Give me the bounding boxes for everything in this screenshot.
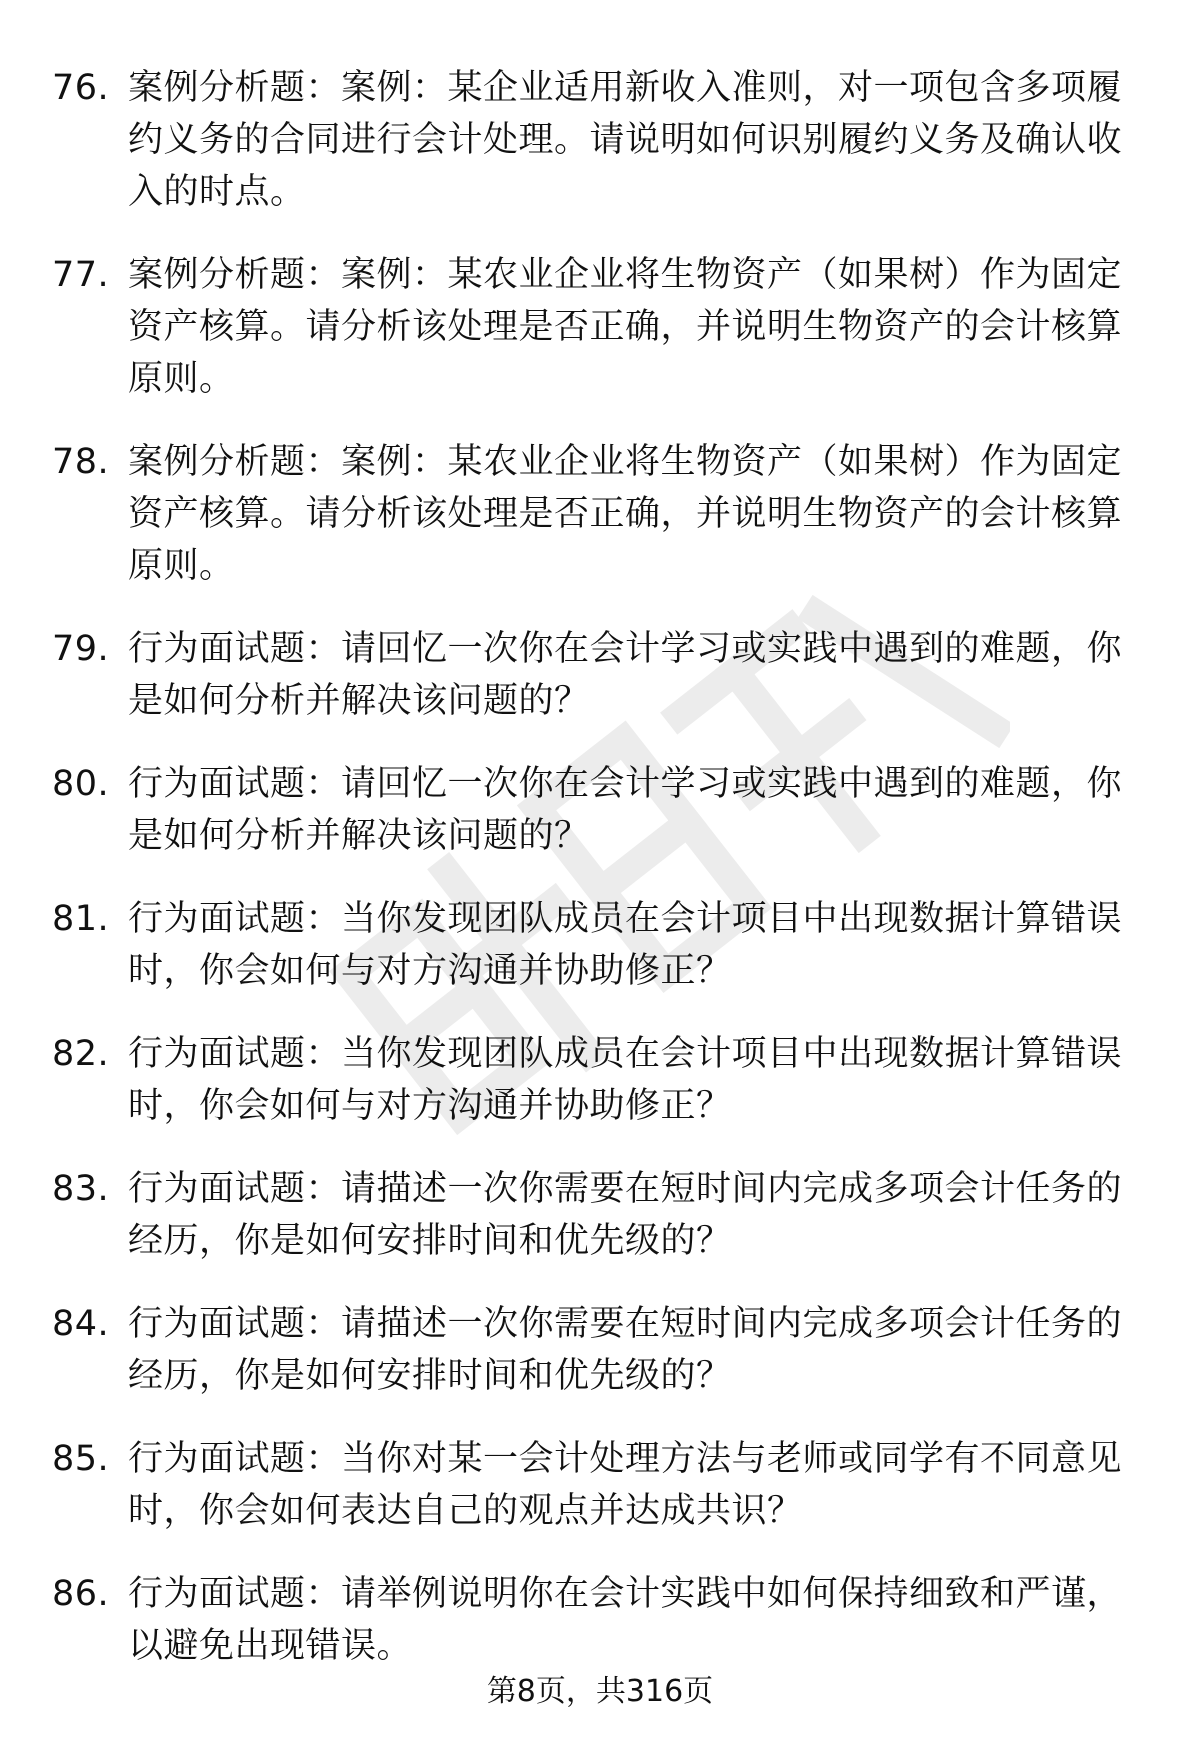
list-item xyxy=(52,758,1142,862)
question-text: 行为面试题：请描述一次你需要在短时间内完成多项会计任务的经历，你是如何安排时间和优先级的？ xyxy=(128,1304,1123,1396)
question-number: 78. xyxy=(52,442,110,482)
question-number: 79. xyxy=(52,629,110,669)
question-text: 案例分析题：案例：某农业企业将生物资产（如果树）作为固定资产核算。请分析该处理是否正确，并说明生物资产的会计核算原则。 xyxy=(128,442,1123,586)
question-text: 行为面试题：请描述一次你需要在短时间内完成多项会计任务的经历，你是如何安排时间和优先级的？ xyxy=(128,1169,1123,1261)
question-number: 77. xyxy=(52,255,110,295)
question-number: 81. xyxy=(52,899,110,939)
question-text: 案例分析题：案例：某农业企业将生物资产（如果树）作为固定资产核算。请分析该处理是否正确，并说明生物资产的会计核算原则。 xyxy=(128,255,1123,399)
list-item xyxy=(52,893,1142,997)
list-item xyxy=(52,436,1142,592)
question-text: 行为面试题：当你发现团队成员在会计项目中出现数据计算错误时，你会如何与对方沟通并协助修正？ xyxy=(128,1034,1123,1126)
question-number: 83. xyxy=(52,1169,110,1209)
list-item xyxy=(52,1568,1142,1672)
question-text: 行为面试题：当你发现团队成员在会计项目中出现数据计算错误时，你会如何与对方沟通并协助修正？ xyxy=(128,899,1123,991)
list-item xyxy=(52,1163,1142,1267)
list-item xyxy=(52,62,1142,218)
question-text: 行为面试题：请回忆一次你在会计学习或实践中遇到的难题，你是如何分析并解决该问题的？ xyxy=(128,629,1123,721)
question-number: 86. xyxy=(52,1574,110,1614)
question-number: 84. xyxy=(52,1304,110,1344)
question-list xyxy=(52,62,1142,1703)
list-item xyxy=(52,249,1142,405)
list-item xyxy=(52,1028,1142,1132)
list-item xyxy=(52,623,1142,727)
question-number: 85. xyxy=(52,1439,110,1479)
list-item xyxy=(52,1433,1142,1537)
page-footer: 第8页，共316页 xyxy=(486,1674,714,1709)
question-number: 82. xyxy=(52,1034,110,1074)
question-text: 案例分析题：案例：某企业适用新收入准则，对一项包含多项履约义务的合同进行会计处理。请说明如何识别履约义务及确认收入的时点。 xyxy=(128,68,1123,212)
question-text: 行为面试题：当你对某一会计处理方法与老师或同学有不同意见时，你会如何表达自己的观点并达成共识？ xyxy=(128,1439,1123,1531)
question-number: 80. xyxy=(52,764,110,804)
question-text: 行为面试题：请回忆一次你在会计学习或实践中遇到的难题，你是如何分析并解决该问题的？ xyxy=(128,764,1123,856)
question-text: 行为面试题：请举例说明你在会计实践中如何保持细致和严谨，以避免出现错误。 xyxy=(128,1574,1123,1666)
list-item xyxy=(52,1298,1142,1402)
question-number: 76. xyxy=(52,68,110,108)
